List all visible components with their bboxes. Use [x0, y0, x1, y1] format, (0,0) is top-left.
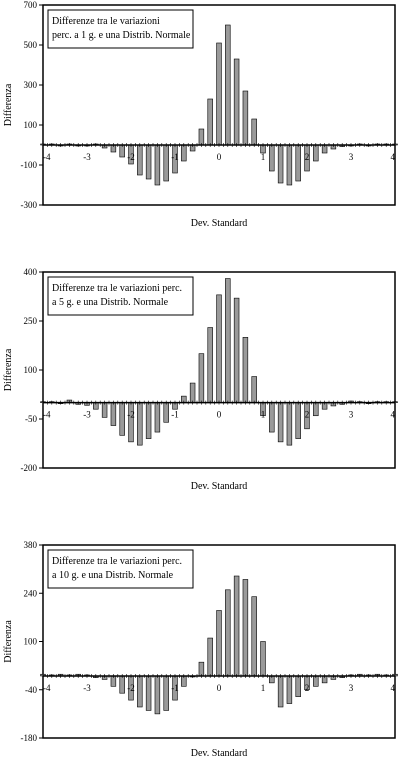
y-tick-label: -50 — [25, 414, 37, 424]
x-tick-label: -3 — [83, 682, 91, 693]
x-tick-label: 2 — [304, 152, 310, 162]
bar — [234, 59, 239, 145]
bar — [296, 145, 301, 181]
legend-text: a 5 g. e una Distrib. Normale — [52, 297, 169, 308]
bar — [146, 676, 151, 710]
x-tick-label: -1 — [171, 152, 179, 162]
bar — [287, 676, 292, 704]
bar — [252, 597, 257, 676]
x-tick-label: 1 — [260, 682, 266, 693]
bar — [296, 676, 301, 697]
bar — [199, 129, 204, 145]
bar — [252, 119, 257, 145]
bar — [261, 642, 266, 676]
bar — [234, 298, 239, 403]
bar — [217, 610, 222, 675]
bar — [146, 403, 151, 439]
bar — [199, 354, 204, 403]
bar — [243, 91, 248, 145]
bar — [243, 579, 248, 676]
y-tick-label: 400 — [23, 267, 37, 277]
x-tick-label: 3 — [348, 682, 354, 693]
x-tick-label: 1 — [260, 409, 266, 420]
bar — [120, 403, 125, 436]
y-tick-label: 100 — [23, 636, 37, 647]
bar — [234, 576, 239, 676]
bar — [225, 590, 230, 676]
bar — [120, 676, 125, 693]
x-tick-label: -2 — [127, 409, 135, 420]
bar — [190, 383, 195, 403]
x-tick-label: -4 — [43, 152, 51, 162]
legend-text: a 10 g. e una Distrib. Normale — [52, 570, 174, 581]
bar — [181, 145, 186, 161]
legend-text: perc. a 1 g. e una Distrib. Normale — [52, 30, 191, 41]
bar — [111, 403, 116, 426]
x-axis-label: Dev. Standard — [190, 748, 248, 759]
x-tick-label: 2 — [304, 409, 310, 420]
x-tick-label: -4 — [43, 409, 51, 420]
chart-2 — [3, 267, 397, 492]
x-tick-label: 0 — [216, 152, 222, 162]
chart-3 — [3, 540, 397, 759]
bar — [269, 145, 274, 171]
x-tick-label: 2 — [304, 682, 310, 693]
x-tick-label: 0 — [216, 409, 222, 420]
bar — [208, 328, 213, 403]
bar — [137, 403, 142, 445]
x-tick-label: 4 — [390, 409, 395, 420]
bar — [287, 145, 292, 185]
y-axis-label: Differenza — [3, 83, 14, 127]
bar — [137, 676, 142, 707]
y-tick-label: 100 — [23, 365, 37, 375]
bar — [313, 145, 318, 161]
y-tick-label: 100 — [23, 120, 37, 130]
x-tick-label: -2 — [127, 682, 135, 693]
bar — [296, 403, 301, 439]
x-tick-label: 3 — [348, 152, 354, 162]
y-tick-label: -40 — [25, 684, 37, 695]
bar — [269, 403, 274, 432]
bar — [208, 638, 213, 676]
bar — [155, 403, 160, 432]
x-tick-label: 1 — [260, 152, 266, 162]
legend-text: Differenze tra le variazioni — [52, 16, 160, 27]
x-tick-label: 4 — [390, 682, 395, 693]
bar — [129, 403, 134, 442]
bar — [164, 676, 169, 710]
chart-1 — [3, 0, 397, 229]
bar — [155, 145, 160, 185]
y-tick-label: -300 — [20, 200, 37, 210]
bar — [278, 676, 283, 707]
bar — [199, 662, 204, 676]
x-tick-label: -3 — [83, 152, 91, 162]
y-tick-label: -200 — [20, 463, 37, 473]
bar — [252, 377, 257, 403]
y-axis-label: Differenza — [3, 348, 14, 392]
bar — [102, 403, 107, 418]
bar — [164, 403, 169, 423]
bar — [137, 145, 142, 175]
bar — [225, 279, 230, 403]
y-tick-label: 380 — [23, 540, 37, 550]
bar — [243, 337, 248, 402]
x-tick-label: -2 — [127, 152, 135, 162]
bar — [278, 145, 283, 183]
legend-text: Differenze tra le variazioni perc. — [52, 556, 183, 567]
x-tick-label: -4 — [43, 682, 51, 693]
x-tick-label: -1 — [171, 409, 179, 420]
bar — [155, 676, 160, 714]
bar — [164, 145, 169, 181]
y-tick-label: 250 — [23, 316, 37, 326]
y-tick-label: -100 — [20, 160, 37, 170]
bar — [217, 43, 222, 145]
x-axis-label: Dev. Standard — [190, 481, 248, 492]
bar — [208, 99, 213, 145]
y-tick-label: -180 — [20, 733, 37, 743]
bar — [217, 295, 222, 403]
x-axis-label: Dev. Standard — [190, 218, 248, 229]
x-tick-label: 0 — [216, 682, 222, 693]
y-tick-label: 300 — [23, 80, 37, 90]
bar — [278, 403, 283, 442]
y-axis-label: Differenza — [3, 620, 14, 663]
legend-text: Differenze tra le variazioni perc. — [52, 283, 183, 294]
x-tick-label: -1 — [171, 682, 179, 693]
y-tick-label: 500 — [23, 40, 37, 50]
x-tick-label: -3 — [83, 409, 91, 420]
bar — [146, 145, 151, 179]
x-tick-label: 3 — [348, 409, 354, 420]
bar — [287, 403, 292, 445]
x-tick-label: 4 — [390, 152, 395, 162]
bar — [225, 25, 230, 145]
y-tick-label: 700 — [23, 0, 37, 10]
y-tick-label: 240 — [23, 588, 37, 599]
